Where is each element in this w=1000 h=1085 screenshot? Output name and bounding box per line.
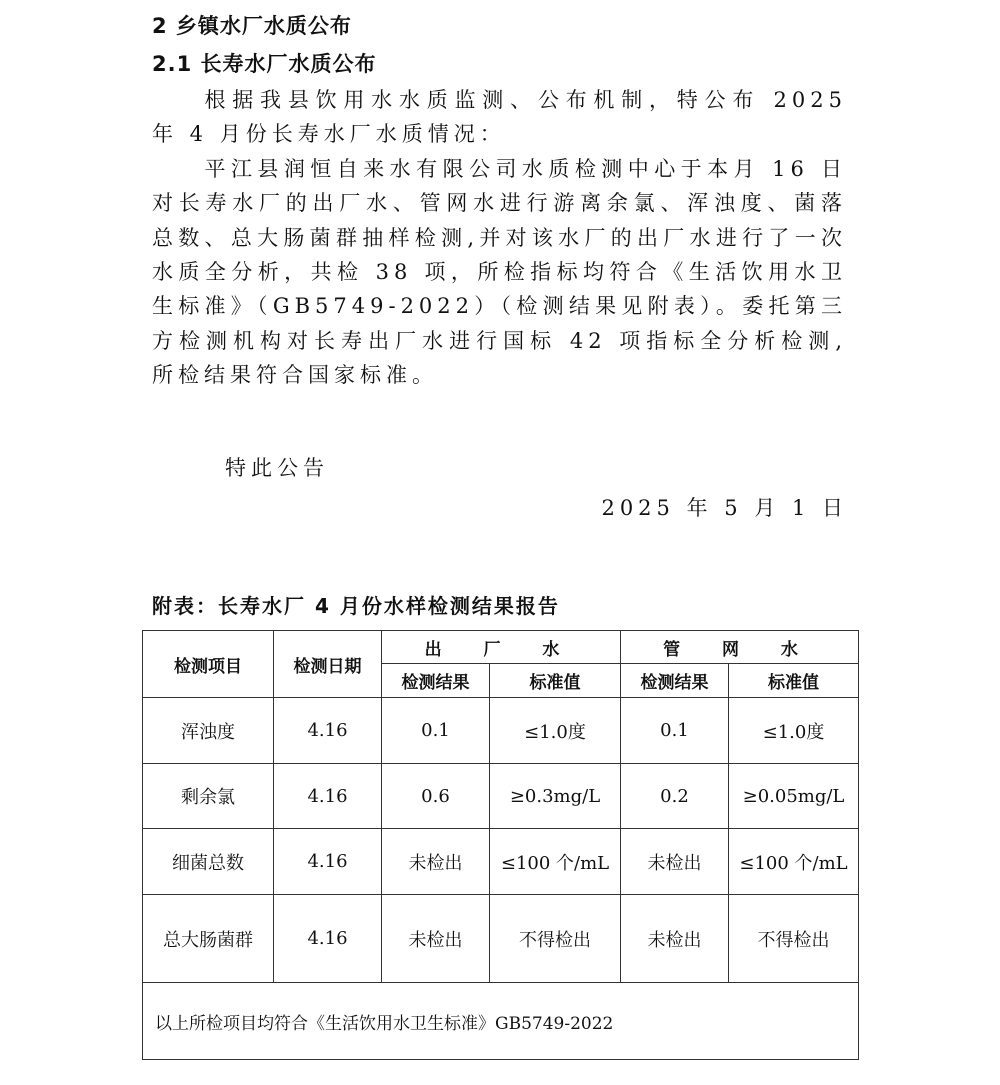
cell-pipe-result: 未检出 xyxy=(621,895,729,983)
cell-pipe-standard: ≥0.05mg/L xyxy=(729,764,859,829)
cell-factory-standard: 不得检出 xyxy=(490,895,621,983)
paragraph-intro: 根据我县饮用水水质监测、公布机制，特公布 2025 年 4 月份长寿水厂水质情况： xyxy=(152,88,847,147)
cell-date: 4.16 xyxy=(274,895,382,983)
paragraph-details: 平江县润恒自来水有限公司水质检测中心于本月 16 日对长寿水厂的出厂水、管网水进行游离余氯、浑浊度、菌落总数、总大肠菌群抽样检测,并对该水厂的出厂水进行了一次水质全分析，共检 38 项，所检指标均符合《生活饮用水卫生标准》（GB5749-2022）（检测结果见附表）。委托第三方检测机构对长寿出厂水进行国标 42 项指标全分析检测,所检结果符合国家标准。 xyxy=(152,156,847,388)
section-heading: 2 乡镇水厂水质公布 xyxy=(152,14,352,38)
header-pipe-standard: 标准值 xyxy=(729,664,859,698)
table-title: 附表：长寿水厂 4 月份水样检测结果报告 xyxy=(152,594,560,618)
cell-factory-result: 0.1 xyxy=(382,698,490,764)
closing-line: 特此公告 xyxy=(225,456,329,480)
cell-factory-result: 0.6 xyxy=(382,764,490,829)
table-footer-note: 以上所检项目均符合《生活饮用水卫生标准》GB5749-2022 xyxy=(143,983,859,1060)
table-footer-row xyxy=(143,983,859,1060)
cell-pipe-standard: ≤100 个/mL xyxy=(729,829,859,895)
water-quality-table xyxy=(142,630,859,1060)
table-row xyxy=(143,829,859,895)
cell-item: 细菌总数 xyxy=(143,829,274,895)
header-pipe-water: 管 网 水 xyxy=(621,631,859,664)
cell-pipe-standard: 不得检出 xyxy=(729,895,859,983)
cell-factory-result: 未检出 xyxy=(382,895,490,983)
cell-factory-standard: ≤1.0度 xyxy=(490,698,621,764)
cell-date: 4.16 xyxy=(274,764,382,829)
cell-item: 总大肠菌群 xyxy=(143,895,274,983)
cell-date: 4.16 xyxy=(274,698,382,764)
subsection-heading: 2.1 长寿水厂水质公布 xyxy=(152,52,377,76)
cell-factory-standard: ≥0.3mg/L xyxy=(490,764,621,829)
table-row xyxy=(143,764,859,829)
header-item: 检测项目 xyxy=(143,631,274,698)
header-factory-standard: 标准值 xyxy=(490,664,621,698)
announcement-body xyxy=(152,83,847,393)
header-date: 检测日期 xyxy=(274,631,382,698)
cell-item: 剩余氯 xyxy=(143,764,274,829)
header-pipe-result: 检测结果 xyxy=(621,664,729,698)
cell-date: 4.16 xyxy=(274,829,382,895)
cell-pipe-result: 0.2 xyxy=(621,764,729,829)
header-factory-result: 检测结果 xyxy=(382,664,490,698)
cell-pipe-result: 未检出 xyxy=(621,829,729,895)
cell-pipe-standard: ≤1.0度 xyxy=(729,698,859,764)
table-header-row xyxy=(143,631,859,664)
cell-factory-standard: ≤100 个/mL xyxy=(490,829,621,895)
header-factory-water: 出 厂 水 xyxy=(382,631,621,664)
announcement-date: 2025 年 5 月 1 日 xyxy=(601,496,848,520)
cell-item: 浑浊度 xyxy=(143,698,274,764)
table-row xyxy=(143,698,859,764)
table-row xyxy=(143,895,859,983)
cell-pipe-result: 0.1 xyxy=(621,698,729,764)
cell-factory-result: 未检出 xyxy=(382,829,490,895)
